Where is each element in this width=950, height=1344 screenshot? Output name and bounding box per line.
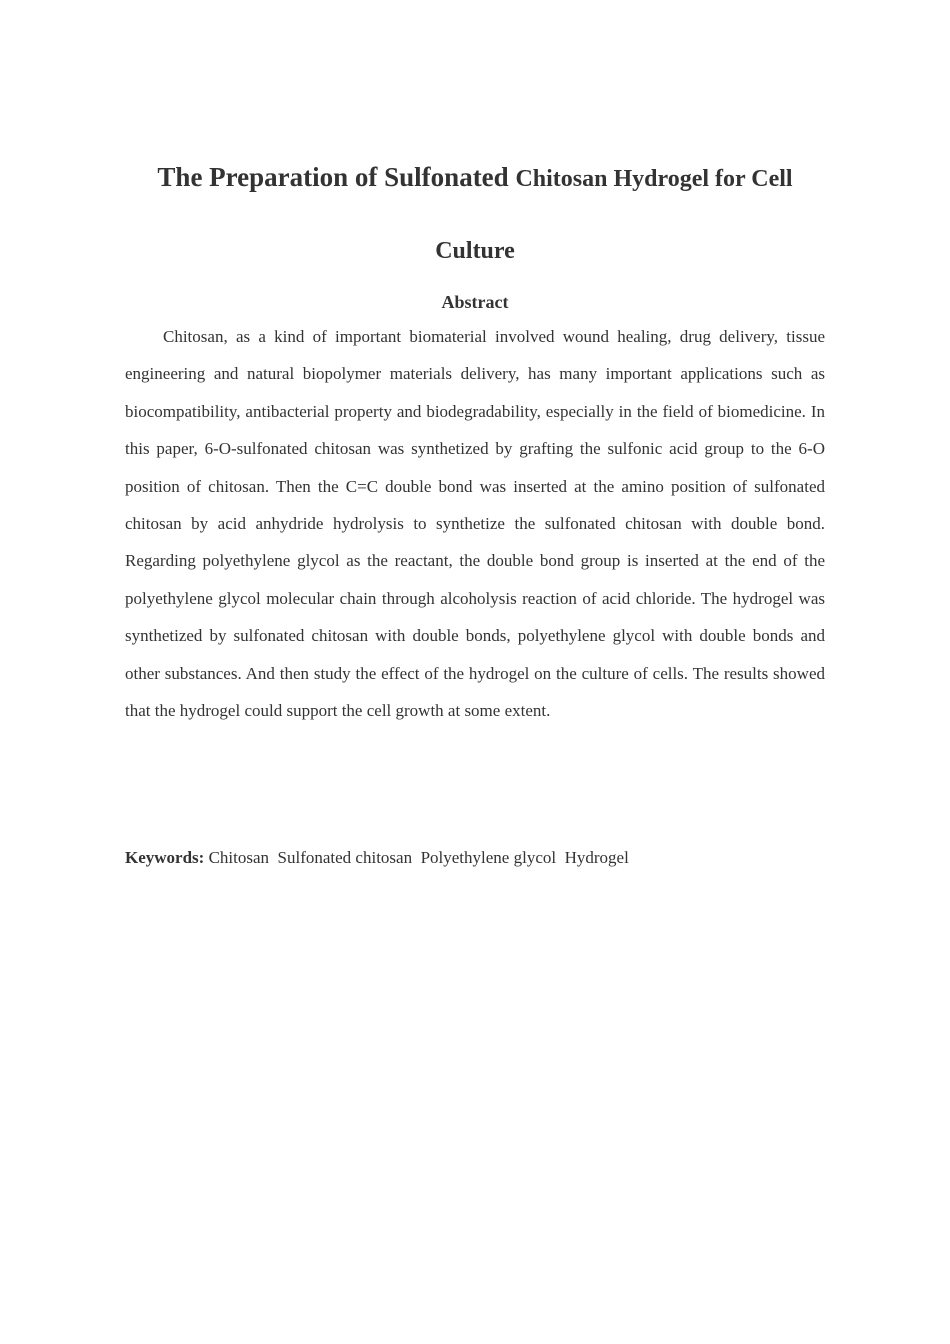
keywords-label: Keywords: (125, 848, 205, 867)
paper-title-line-1 (100, 157, 850, 199)
keywords-line (125, 843, 825, 873)
paper-title-part-small: Chitosan Hydrogel for Cell (515, 166, 793, 192)
paper-title-line-2: Culture (435, 238, 515, 264)
abstract-heading: Abstract (441, 292, 509, 312)
paper-title-part-large: The Preparation of Sulfonated (157, 162, 509, 192)
abstract-body: Chitosan, as a kind of important biomaterial involved wound healing, drug delivery, tissue engineering and natural biopolymer materials delivery, has many important applications such as biocompatibility, antibacterial property and biodegradability, especially in the field of biomedicine. In this paper, 6-O-sulfonated chitosan was synthetized by grafting the sulfonic acid group to the 6-O position of chitosan. Then the C=C double bond was inserted at the amino position of sulfonated chitosan by acid anhydride hydrolysis to synthetize the sulfonated chitosan with double bond. Regarding polyethylene glycol as the reactant, the double bond group is inserted at the end of the polyethylene glycol molecular chain through alcoholysis reaction of acid chloride. The hydrogel was synthetized by sulfonated chitosan with double bonds, polyethylene glycol with double bonds and other substances. And then study the effect of the hydrogel on the culture of cells. The results showed that the hydrogel could support the cell growth at some extent. (125, 327, 825, 721)
keywords-list: Chitosan Sulfonated chitosan Polyethylene glycol Hydrogel (208, 848, 629, 867)
